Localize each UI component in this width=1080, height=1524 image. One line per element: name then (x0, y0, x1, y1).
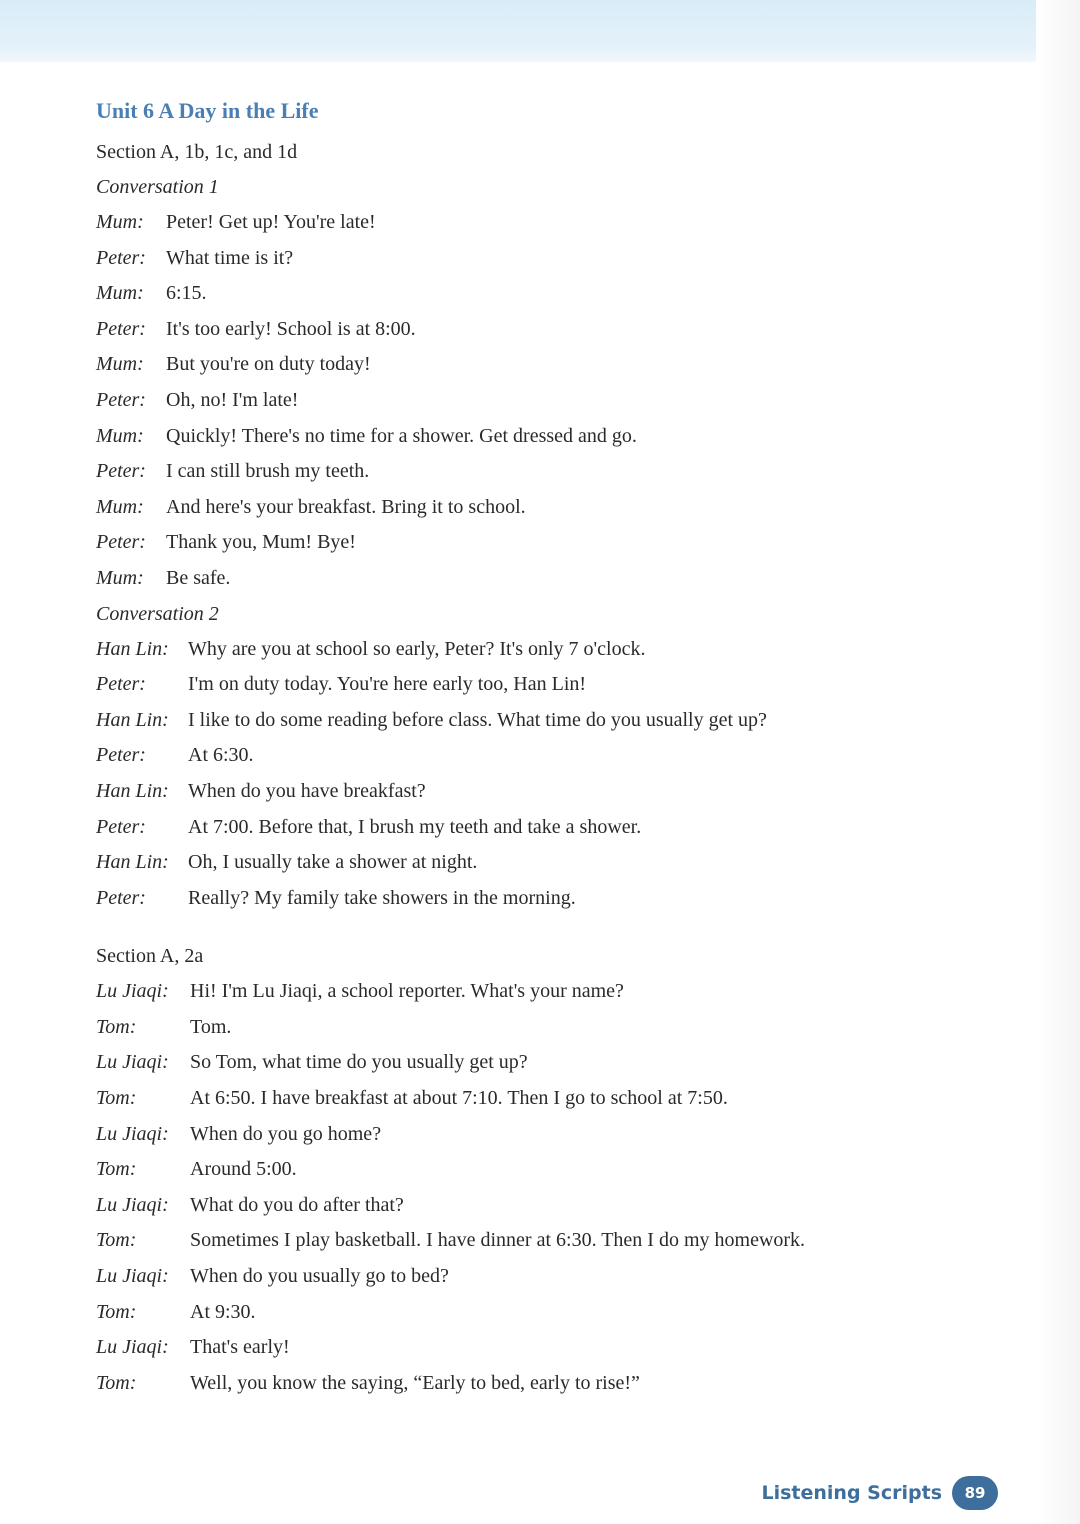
speaker-name: Peter: (96, 388, 146, 411)
speaker-name: Han Lin: (96, 779, 169, 802)
dialogue-line (96, 703, 996, 739)
listening-script-content (96, 94, 996, 1401)
footer-label: Listening Scripts (761, 1482, 942, 1504)
page-footer (762, 1476, 999, 1510)
conversation-1-lines (96, 205, 996, 597)
dialogue-line (96, 490, 996, 526)
dialogue-line (96, 312, 996, 348)
dialogue-line (96, 383, 996, 419)
speaker-name: Lu Jiaqi: (96, 1051, 169, 1074)
dialogue-text: At 6:50. I have breakfast at about 7:10. Then I go to school at 7:50. (190, 1087, 728, 1110)
dialogue-text: Oh, no! I'm late! (166, 388, 299, 411)
speaker-name: Tom: (96, 1015, 137, 1038)
speaker-name: Peter: (96, 815, 146, 838)
speaker-name: Peter: (96, 744, 146, 767)
dialogue-text: Why are you at school so early, Peter? It's only 7 o'clock. (188, 637, 646, 660)
speaker-name: Peter: (96, 531, 146, 554)
dialogue-text: Really? My family take showers in the morning. (188, 886, 576, 909)
dialogue-line (96, 1223, 996, 1259)
speaker-name: Tom: (96, 1087, 137, 1110)
dialogue-line (96, 881, 996, 917)
dialogue-line (96, 632, 996, 668)
dialogue-text: But you're on duty today! (166, 353, 371, 376)
speaker-name: Peter: (96, 673, 146, 696)
speaker-name: Tom: (96, 1158, 137, 1181)
unit-title: Unit 6 A Day in the Life (96, 98, 319, 123)
speaker-name: Han Lin: (96, 637, 169, 660)
conversation-title: Conversation 1 (96, 176, 219, 198)
dialogue-line (96, 774, 996, 810)
dialogue-text: When do you go home? (190, 1122, 382, 1145)
dialogue-line (96, 1188, 996, 1224)
dialogue-line (96, 205, 996, 241)
dialogue-line (96, 1010, 996, 1046)
conversation-title: Conversation 2 (96, 602, 219, 625)
dialogue-line (96, 1045, 996, 1081)
dialogue-text: At 7:00. Before that, I brush my teeth and take a shower. (188, 815, 642, 838)
speaker-name: Mum: (96, 424, 144, 447)
page-number-badge: 89 (952, 1476, 998, 1510)
dialogue-line (96, 667, 996, 703)
dialogue-text: Tom. (190, 1015, 232, 1038)
speaker-name: Peter: (96, 246, 146, 269)
speaker-name: Peter: (96, 317, 146, 340)
dialogue-line (96, 1081, 996, 1117)
dialogue-line (96, 561, 996, 597)
dialogue-line (96, 276, 996, 312)
section-2a-lines (96, 974, 996, 1401)
dialogue-text: Be safe. (166, 566, 231, 589)
dialogue-text: It's too early! School is at 8:00. (166, 317, 416, 340)
speaker-name: Tom: (96, 1229, 137, 1252)
speaker-name: Mum: (96, 495, 144, 518)
dialogue-text: 6:15. (166, 282, 207, 305)
dialogue-text: And here's your breakfast. Bring it to school. (166, 495, 526, 518)
dialogue-line (96, 1366, 996, 1402)
dialogue-text: Around 5:00. (190, 1158, 297, 1181)
speaker-name: Lu Jiaqi: (96, 1193, 169, 1216)
dialogue-line (96, 810, 996, 846)
dialogue-line (96, 241, 996, 277)
speaker-name: Peter: (96, 460, 146, 483)
dialogue-line (96, 419, 996, 455)
dialogue-text: At 9:30. (190, 1300, 256, 1323)
speaker-name: Peter: (96, 886, 146, 909)
dialogue-line (96, 1117, 996, 1153)
dialogue-line (96, 738, 996, 774)
speaker-name: Mum: (96, 211, 144, 233)
dialogue-text: When do you have breakfast? (188, 779, 426, 802)
speaker-name: Mum: (96, 353, 144, 376)
dialogue-text: What time is it? (166, 246, 294, 269)
section-title: Section A, 2a (96, 945, 204, 968)
top-color-band (0, 0, 1036, 62)
dialogue-text: Peter! Get up! You're late! (166, 211, 376, 233)
dialogue-text: What do you do after that? (190, 1193, 404, 1216)
speaker-name: Tom: (96, 1300, 137, 1323)
dialogue-line (96, 1152, 996, 1188)
dialogue-text: Quickly! There's no time for a shower. Get dressed and go. (166, 424, 637, 447)
section-title: Section A, 1b, 1c, and 1d (96, 141, 298, 163)
dialogue-text: Oh, I usually take a shower at night. (188, 851, 478, 874)
dialogue-text: Sometimes I play basketball. I have dinner at 6:30. Then I do my homework. (190, 1229, 806, 1252)
dialogue-text: That's early! (190, 1336, 290, 1359)
conversation-2-lines (96, 632, 996, 917)
dialogue-text: When do you usually go to bed? (190, 1265, 449, 1288)
dialogue-text: I can still brush my teeth. (166, 460, 370, 483)
speaker-name: Lu Jiaqi: (96, 1336, 169, 1359)
dialogue-line (96, 1259, 996, 1295)
speaker-name: Han Lin: (96, 708, 169, 731)
dialogue-text: Thank you, Mum! Bye! (166, 531, 356, 554)
dialogue-text: Well, you know the saying, “Early to bed, early to rise!” (190, 1371, 640, 1394)
speaker-name: Han Lin: (96, 851, 169, 874)
dialogue-line (96, 845, 996, 881)
dialogue-line (96, 974, 996, 1010)
dialogue-line (96, 1330, 996, 1366)
speaker-name: Lu Jiaqi: (96, 1122, 169, 1145)
dialogue-line (96, 1295, 996, 1331)
dialogue-text: I'm on duty today. You're here early too, Han Lin! (188, 673, 587, 696)
dialogue-text: I like to do some reading before class. What time do you usually get up? (188, 708, 767, 731)
dialogue-line (96, 525, 996, 561)
speaker-name: Mum: (96, 566, 144, 589)
speaker-name: Tom: (96, 1371, 137, 1394)
dialogue-text: Hi! I'm Lu Jiaqi, a school reporter. What's your name? (190, 980, 624, 1003)
speaker-name: Lu Jiaqi: (96, 980, 169, 1003)
speaker-name: Lu Jiaqi: (96, 1265, 169, 1288)
dialogue-text: At 6:30. (188, 744, 254, 767)
dialogue-line (96, 347, 996, 383)
page-edge-shadow (1036, 0, 1080, 1524)
speaker-name: Mum: (96, 282, 144, 305)
dialogue-line (96, 454, 996, 490)
dialogue-text: So Tom, what time do you usually get up? (190, 1051, 528, 1074)
section-spacer (96, 916, 996, 938)
